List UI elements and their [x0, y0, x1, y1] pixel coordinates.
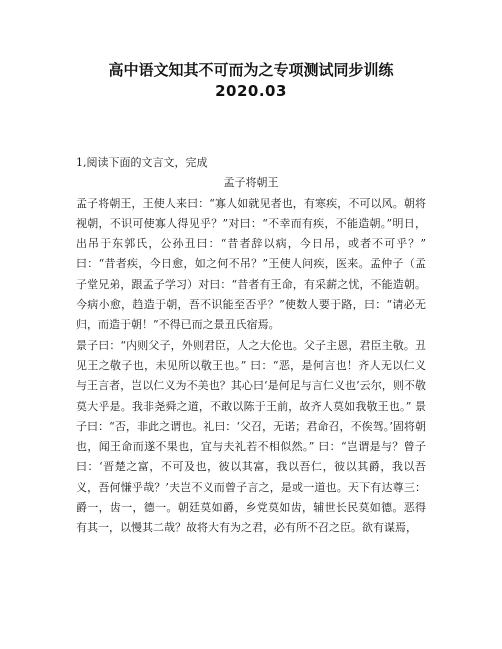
- passage-paragraph-1: 孟子将朝王，王使人来曰：“寡人如就见者也，有寒疾，不可以风。朝将视朝，不识可使寡人得见乎？”对曰：“不幸而有疾，不能造朝。”明日，出吊于东郭氏，公孙丑曰：“昔者辞以病，今日吊，或者不可乎？” 曰：“昔者疾，今日愈，如之何不吊？”王使人问疾，医来。孟仲子（孟子堂兄弟，跟孟子学习）对曰：“昔者有王命，有采薪之忧，不能造朝。今病小愈，趋造于朝，吾不识能至否乎？”使数人要于路，曰：“请必无归，而造于朝！”不得已而之景丑氏宿焉。: [76, 196, 426, 332]
- question-prompt: 1,阅读下面的文言文，完成: [76, 156, 208, 169]
- document-title: 高中语文知其不可而为之专项测试同步训练: [108, 61, 394, 79]
- passage-paragraph-2: 景子曰：“内则父子，外则君臣，人之大伦也。父子主恩，君臣主敬。丑见王之敬子也，未见所以敬王也。” 曰：“恶，是何言也！齐人无以仁义与王言者，岂以仁义为不美也？其心曰‘是何足与言仁义也’云尔，则不敬莫大乎是。我非尧舜之道，不敢以陈于王前，故齐人莫如我敬王也。” 景子曰：“否，非此之谓也。礼曰：‘父召，无诺；君命召，不俟驾。’固将朝也，闻王命而遂不果也，宜与夫礼若不相似然。” 曰：“岂谓是与？曾子曰：‘晋楚之富，不可及也，彼以其富，我以吾仁，彼以其爵，我以吾义，吾何慊乎哉？’夫岂不义而曾子言之，是或一道也。天下有达尊三：爵一，齿一，德一。朝廷莫如爵，乡党莫如齿，辅世长民莫如德。恶得有其一，以慢其二哉？故将大有为之君，必有所不召之臣。欲有谋焉，: [76, 338, 426, 535]
- passage-title: 孟子将朝王: [223, 176, 279, 190]
- document-body: [76, 153, 426, 539]
- document-date: 2020.03: [215, 82, 287, 100]
